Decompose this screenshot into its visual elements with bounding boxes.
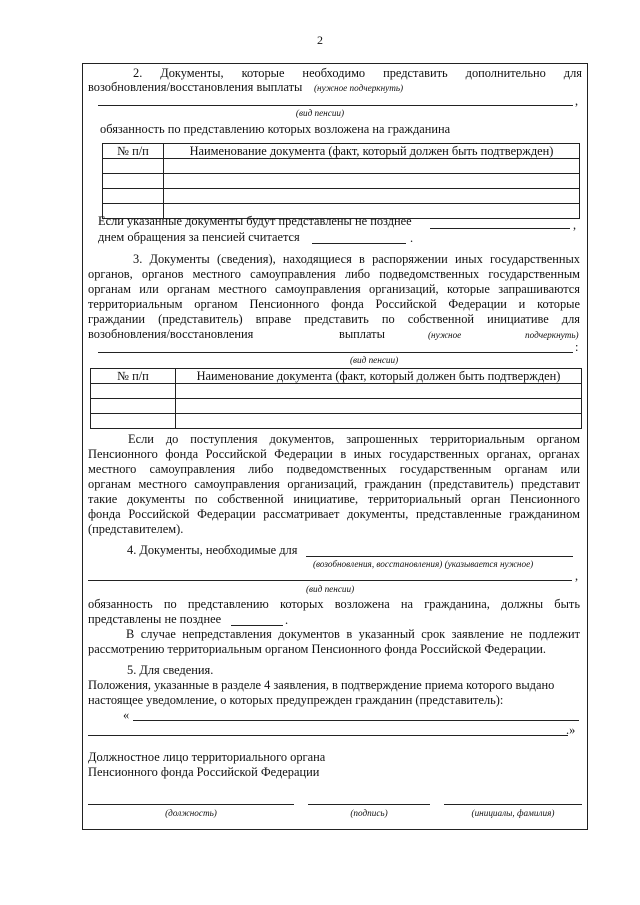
table-header-row [91, 369, 582, 384]
section5-text: настоящее уведомление, о которых предупрежден гражданин (представитель): [88, 693, 504, 707]
section3-line: 3. Документы (сведения), находящиеся в распоряжении иных государственных [133, 252, 580, 266]
section2-choice-note: (нужное подчеркнуть) [314, 83, 404, 93]
table-row[interactable] [91, 384, 582, 399]
section2-dot: . [410, 231, 414, 245]
name-field[interactable] [444, 804, 582, 805]
table-header-document: Наименование документа (факт, который должен быть подтвержден) [176, 369, 582, 384]
section3-paragraph-end: (представителем). [88, 522, 184, 536]
section2-duty-text: обязанность по представлению которых возложена на гражданина [100, 122, 451, 136]
table-row[interactable] [91, 399, 582, 414]
section4-purpose-note: (возобновления, восстановления) (указывается нужное) [313, 559, 534, 569]
section5-quote-open: « [123, 708, 130, 722]
section3-paragraph-line: фонда Российской Федерации рассматривает документы, представленные гражданином [88, 507, 580, 521]
section3-line: территориальным органом Пенсионного фонда Российской Федерации и которые [88, 297, 580, 311]
signature-note: (подпись) [350, 808, 388, 818]
section3-paragraph-line: органам местного самоуправления организаций, гражданин (представитель) представит [88, 477, 580, 491]
section4-dot: . [285, 613, 289, 627]
section2-deadline-field[interactable] [430, 228, 570, 229]
section2-comma: , [575, 94, 579, 108]
section3-pension-note: (вид пенсии) [350, 355, 399, 365]
table-row[interactable] [91, 414, 582, 429]
section2-subject: возобновления/восстановления выплаты [88, 80, 303, 94]
section4-duty-text: обязанность по представлению которых возложена на гражданина, должны быть [88, 597, 580, 611]
position-field[interactable] [88, 804, 294, 805]
page-number: 2 [317, 33, 323, 47]
section4-comma: , [575, 569, 579, 583]
section4-deadline-field[interactable] [231, 625, 283, 626]
official-title: Должностное лицо территориального органа [88, 750, 326, 764]
section3-choice-note-end: подчеркнуть) [525, 330, 579, 340]
section3-line: органам или органам местного самоуправления организаций, которые запрашиваются [88, 282, 580, 296]
section3-paragraph-line: местного самоуправления либо подведомственных государственным органам или [88, 462, 580, 476]
section5-statement-line[interactable] [133, 720, 579, 721]
section3-paragraph-line: Пенсионного фонда Российской Федерации в иных государственных органах, органах [88, 447, 580, 461]
section3-paragraph-line: Если до поступления документов, запрошенных территориальным органом [128, 432, 580, 446]
section4-heading: 4. Документы, необходимые для [127, 543, 298, 557]
section5-quote-close: .» [566, 723, 576, 737]
section3-subject-payment: выплаты [339, 327, 385, 341]
section2-docs-table [102, 143, 580, 219]
name-note: (инициалы, фамилия) [471, 808, 555, 818]
table-header-document: Наименование документа (факт, который должен быть подтвержден) [164, 144, 580, 159]
section3-subject: возобновления/восстановления [88, 327, 254, 341]
section2-deadline-comma: , [573, 218, 577, 232]
section5-heading: 5. Для сведения. [127, 663, 214, 677]
section3-line: органов, органов местного самоуправления либо подведомственных государственным [88, 267, 580, 281]
table-row[interactable] [103, 174, 580, 189]
section4-deadline-text: представлены не позднее [88, 612, 222, 626]
section2-pension-line[interactable] [98, 105, 573, 106]
section4-warning-text: В случае непредставления документов в указанный срок заявление не подлежит [126, 627, 580, 641]
section2-heading: 2. Документы, которые необходимо представить дополнительно для [133, 66, 582, 80]
section3-pension-line[interactable] [98, 352, 573, 353]
section3-docs-table [90, 368, 582, 429]
section5-statement-line-2[interactable] [88, 735, 568, 736]
section4-purpose-field[interactable] [306, 556, 573, 557]
table-header-row [103, 144, 580, 159]
section2-application-date-text: днем обращения за пенсией считается [98, 230, 300, 244]
signature-field[interactable] [308, 804, 430, 805]
section3-colon: : [575, 340, 579, 354]
section3-line: граждании (представитель) вправе представить по собственной инициативе для [88, 312, 580, 326]
section4-pension-line[interactable] [88, 580, 572, 581]
table-row[interactable] [103, 159, 580, 174]
table-header-number: № п/п [103, 144, 164, 159]
table-row[interactable] [103, 189, 580, 204]
table-header-number: № п/п [91, 369, 176, 384]
position-note: (должность) [165, 808, 217, 818]
section5-text: Положения, указанные в разделе 4 заявления, в подтверждение приема которого выдано [88, 678, 555, 692]
section4-pension-note: (вид пенсии) [306, 584, 355, 594]
section3-choice-note: (нужное [428, 330, 462, 340]
official-title-2: Пенсионного фонда Российской Федерации [88, 765, 320, 779]
section2-pension-note: (вид пенсии) [295, 108, 345, 118]
section4-warning-text-end: рассмотрению территориальным органом Пенсионного фонда Российской Федерации. [88, 642, 546, 656]
section3-paragraph-line: такие документы по собственной инициативе, территориальный орган Пенсионного [88, 492, 580, 506]
section2-application-date-field[interactable] [312, 243, 406, 244]
section2-deadline-text: Если указанные документы будут представлены не позднее [98, 214, 412, 228]
